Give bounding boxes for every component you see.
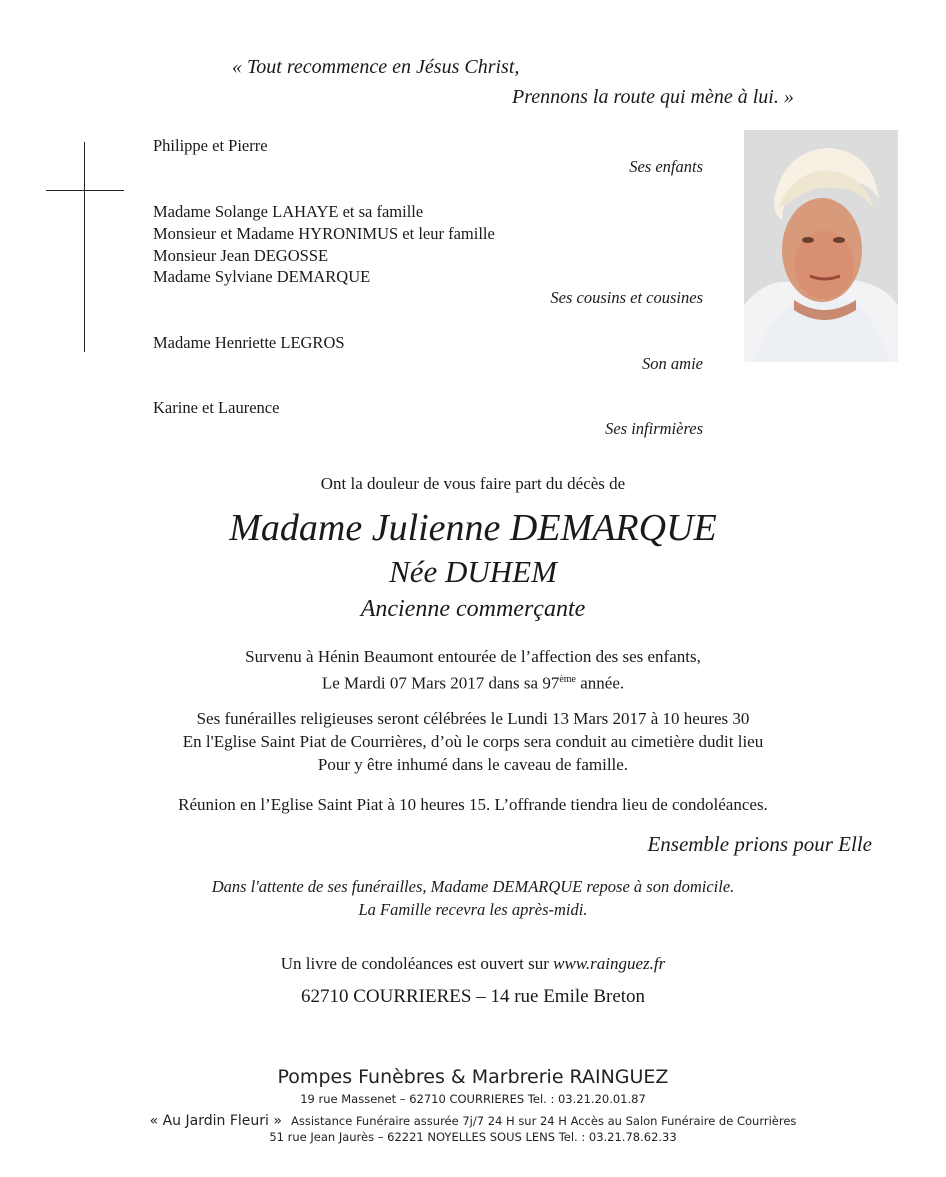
death-line-1: Survenu à Hénin Beaumont entourée de l’affection des ses enfants,: [245, 647, 701, 666]
meeting-text: Réunion en l’Eglise Saint Piat à 10 heures 15. L’offrande tiendra lieu de condoléances.: [178, 795, 768, 814]
footer-company: Pompes Funèbres & Marbrerie RAINGUEZ: [277, 1066, 669, 1088]
family-name: Philippe et Pierre: [153, 136, 268, 155]
quote-line-1: « Tout recommence en Jésus Christ,: [232, 56, 520, 78]
family-name: Madame Solange LAHAYE et sa famille: [153, 202, 424, 221]
family-name: Madame Henriette LEGROS: [153, 333, 345, 352]
funeral-line-1: Ses funérailles religieuses seront célébrées le Lundi 13 Mars 2017 à 10 heures 30: [196, 709, 750, 728]
announcement-intro: Ont la douleur de vous faire part du décès de: [320, 474, 626, 493]
funeral-line-3: Pour y être inhumé dans le caveau de famille.: [317, 755, 629, 774]
rest-line-2: La Famille recevra les après-midi.: [358, 900, 588, 919]
ordinal-suffix: ème: [559, 674, 576, 685]
death-date-text: Le Mardi 07 Mars 2017 dans sa 97: [321, 673, 560, 693]
family-name: Karine et Laurence: [153, 398, 280, 417]
family-relation: Ses cousins et cousines: [550, 288, 703, 307]
footer-line-3: [0, 1110, 946, 1129]
prayer-text: Ensemble prions pour Elle: [647, 832, 872, 856]
cross-horizontal-bar: [46, 190, 124, 191]
footer-address-2: 51 rue Jean Jaurès – 62221 NOYELLES SOUS LENS Tel. : 03.21.78.62.33: [269, 1130, 677, 1144]
occupation: Ancienne commerçante: [360, 596, 586, 622]
rest-line-1: Dans l'attente de ses funérailles, Madame DEMARQUE repose à son domicile.: [211, 877, 735, 896]
family-name: Monsieur et Madame HYRONIMUS et leur famille: [153, 224, 495, 243]
funeral-line-2: En l'Eglise Saint Piat de Courrières, d’où le corps sera conduit au cimetière dudit lieu: [182, 732, 764, 751]
family-name: Madame Sylviane DEMARQUE: [153, 267, 371, 286]
death-year-word: année.: [576, 673, 625, 693]
family-relation: Ses enfants: [629, 157, 703, 176]
maiden-name: Née DUHEM: [389, 554, 557, 589]
home-address: 62710 COURRIERES – 14 rue Emile Breton: [300, 986, 646, 1007]
death-line-2: [0, 668, 946, 695]
family-relation: Son amie: [642, 354, 703, 373]
family-name: Monsieur Jean DEGOSSE: [153, 246, 329, 265]
quote-line-2: Prennons la route qui mène à lui. »: [512, 86, 794, 108]
deceased-name: Madame Julienne DEMARQUE: [229, 507, 717, 549]
deceased-photo: [744, 130, 898, 362]
condolences-link[interactable]: www.rainguez.fr: [553, 954, 666, 973]
portrait-image: [744, 130, 898, 362]
footer-brand: « Au Jardin Fleuri »: [149, 1113, 282, 1129]
condolences-text: Un livre de condoléances est ouvert sur: [280, 954, 554, 973]
cross-vertical-bar: [84, 142, 85, 352]
family-relation: Ses infirmières: [605, 419, 703, 438]
footer-info: Assistance Funéraire assurée 7j/7 24 H sur 24 H Accès au Salon Funéraire de Courrières: [291, 1114, 797, 1128]
condolences-line: [0, 952, 946, 975]
footer-address-1: 19 rue Massenet – 62710 COURRIERES Tel. : 03.21.20.01.87: [300, 1092, 646, 1106]
